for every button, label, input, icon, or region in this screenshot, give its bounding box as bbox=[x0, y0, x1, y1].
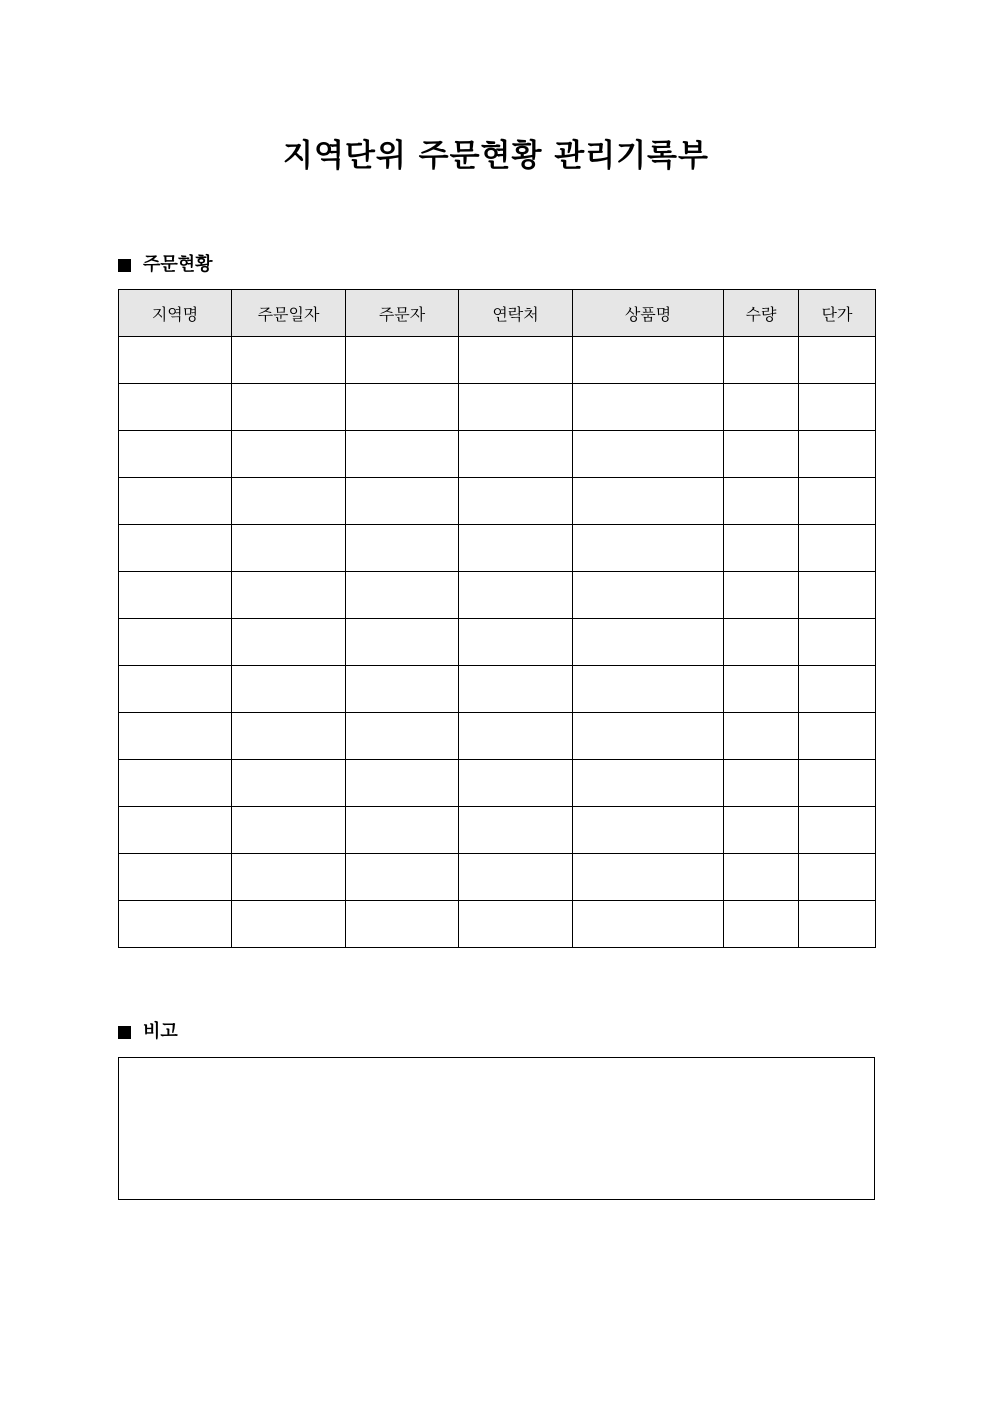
table-cell[interactable] bbox=[119, 478, 232, 525]
table-cell[interactable] bbox=[724, 431, 799, 478]
table-row bbox=[119, 478, 876, 525]
document-title: 지역단위 주문현황 관리기록부 bbox=[283, 138, 709, 174]
table-cell[interactable] bbox=[724, 384, 799, 431]
table-cell[interactable] bbox=[573, 619, 724, 666]
table-cell[interactable] bbox=[799, 760, 876, 807]
table-row bbox=[119, 525, 876, 572]
table-cell[interactable] bbox=[724, 807, 799, 854]
table-cell[interactable] bbox=[232, 713, 346, 760]
table-cell[interactable] bbox=[459, 431, 573, 478]
table-cell[interactable] bbox=[799, 901, 876, 948]
column-header-region: 지역명 bbox=[119, 290, 232, 337]
table-row bbox=[119, 760, 876, 807]
table-cell[interactable] bbox=[799, 384, 876, 431]
table-cell[interactable] bbox=[232, 337, 346, 384]
table-cell[interactable] bbox=[799, 431, 876, 478]
table-cell[interactable] bbox=[232, 854, 346, 901]
table-cell[interactable] bbox=[119, 525, 232, 572]
table-cell[interactable] bbox=[119, 666, 232, 713]
table-cell[interactable] bbox=[573, 431, 724, 478]
table-cell[interactable] bbox=[573, 807, 724, 854]
table-cell[interactable] bbox=[724, 525, 799, 572]
table-cell[interactable] bbox=[232, 807, 346, 854]
table-cell[interactable] bbox=[799, 854, 876, 901]
table-cell[interactable] bbox=[232, 431, 346, 478]
table-cell[interactable] bbox=[119, 760, 232, 807]
table-cell[interactable] bbox=[119, 572, 232, 619]
table-row bbox=[119, 901, 876, 948]
table-cell[interactable] bbox=[346, 807, 459, 854]
table-cell[interactable] bbox=[119, 431, 232, 478]
table-cell[interactable] bbox=[346, 572, 459, 619]
table-cell[interactable] bbox=[799, 807, 876, 854]
table-row bbox=[119, 431, 876, 478]
table-cell[interactable] bbox=[232, 619, 346, 666]
table-cell[interactable] bbox=[346, 666, 459, 713]
table-row bbox=[119, 572, 876, 619]
table-cell[interactable] bbox=[459, 807, 573, 854]
column-header-product: 상품명 bbox=[573, 290, 724, 337]
table-header-row bbox=[119, 290, 876, 337]
table-cell[interactable] bbox=[119, 619, 232, 666]
table-cell[interactable] bbox=[119, 901, 232, 948]
table-row bbox=[119, 619, 876, 666]
table-cell[interactable] bbox=[346, 478, 459, 525]
remarks-box[interactable] bbox=[118, 1057, 875, 1200]
table-row bbox=[119, 807, 876, 854]
table-cell[interactable] bbox=[573, 478, 724, 525]
table-row bbox=[119, 666, 876, 713]
orders-table bbox=[118, 289, 876, 948]
table-row bbox=[119, 384, 876, 431]
table-cell[interactable] bbox=[232, 760, 346, 807]
table-cell[interactable] bbox=[724, 337, 799, 384]
table-cell[interactable] bbox=[724, 478, 799, 525]
table-cell[interactable] bbox=[346, 713, 459, 760]
table-cell[interactable] bbox=[232, 572, 346, 619]
table-cell[interactable] bbox=[346, 525, 459, 572]
column-header-unit-price: 단가 bbox=[799, 290, 876, 337]
column-header-order-date: 주문일자 bbox=[232, 290, 346, 337]
table-row bbox=[119, 854, 876, 901]
table-cell[interactable] bbox=[799, 572, 876, 619]
table-cell[interactable] bbox=[232, 666, 346, 713]
table-cell[interactable] bbox=[724, 666, 799, 713]
table-cell[interactable] bbox=[459, 525, 573, 572]
table-cell[interactable] bbox=[799, 619, 876, 666]
remarks-section-heading bbox=[118, 1020, 178, 1044]
table-cell[interactable] bbox=[799, 478, 876, 525]
table-cell[interactable] bbox=[346, 384, 459, 431]
table-cell[interactable] bbox=[459, 760, 573, 807]
table-cell[interactable] bbox=[573, 572, 724, 619]
remarks-section-label: 비고 bbox=[143, 1021, 178, 1042]
table-cell[interactable] bbox=[799, 713, 876, 760]
table-row bbox=[119, 337, 876, 384]
square-bullet-icon bbox=[118, 1026, 131, 1039]
column-header-contact: 연락처 bbox=[459, 290, 573, 337]
table-cell[interactable] bbox=[232, 525, 346, 572]
table-cell[interactable] bbox=[459, 901, 573, 948]
table-cell[interactable] bbox=[459, 619, 573, 666]
table-cell[interactable] bbox=[232, 901, 346, 948]
table-cell[interactable] bbox=[573, 760, 724, 807]
table-cell[interactable] bbox=[459, 478, 573, 525]
table-cell[interactable] bbox=[724, 713, 799, 760]
table-cell[interactable] bbox=[724, 760, 799, 807]
table-cell[interactable] bbox=[346, 901, 459, 948]
table-cell[interactable] bbox=[573, 713, 724, 760]
table-cell[interactable] bbox=[346, 619, 459, 666]
square-bullet-icon bbox=[118, 259, 131, 272]
table-cell[interactable] bbox=[119, 713, 232, 760]
table-cell[interactable] bbox=[573, 525, 724, 572]
table-cell[interactable] bbox=[724, 854, 799, 901]
table-cell[interactable] bbox=[119, 384, 232, 431]
table-cell[interactable] bbox=[459, 384, 573, 431]
orders-section-label: 주문현황 bbox=[143, 254, 213, 275]
table-cell[interactable] bbox=[724, 619, 799, 666]
table-cell[interactable] bbox=[573, 901, 724, 948]
table-cell[interactable] bbox=[573, 854, 724, 901]
column-header-orderer: 주문자 bbox=[346, 290, 459, 337]
table-cell[interactable] bbox=[459, 854, 573, 901]
table-cell[interactable] bbox=[573, 666, 724, 713]
table-cell[interactable] bbox=[346, 431, 459, 478]
table-cell[interactable] bbox=[346, 854, 459, 901]
table-cell[interactable] bbox=[346, 337, 459, 384]
orders-section-heading bbox=[118, 253, 213, 277]
table-cell[interactable] bbox=[119, 854, 232, 901]
table-cell[interactable] bbox=[346, 760, 459, 807]
orders-table-body bbox=[119, 337, 876, 948]
table-cell[interactable] bbox=[573, 384, 724, 431]
table-cell[interactable] bbox=[799, 337, 876, 384]
table-row bbox=[119, 713, 876, 760]
table-cell[interactable] bbox=[459, 572, 573, 619]
table-cell[interactable] bbox=[119, 337, 232, 384]
table-cell[interactable] bbox=[459, 666, 573, 713]
table-cell[interactable] bbox=[573, 337, 724, 384]
table-cell[interactable] bbox=[459, 337, 573, 384]
table-cell[interactable] bbox=[799, 525, 876, 572]
table-cell[interactable] bbox=[799, 666, 876, 713]
table-cell[interactable] bbox=[724, 572, 799, 619]
table-cell[interactable] bbox=[724, 901, 799, 948]
table-cell[interactable] bbox=[232, 384, 346, 431]
table-cell[interactable] bbox=[232, 478, 346, 525]
column-header-quantity: 수량 bbox=[724, 290, 799, 337]
table-cell[interactable] bbox=[459, 713, 573, 760]
table-cell[interactable] bbox=[119, 807, 232, 854]
